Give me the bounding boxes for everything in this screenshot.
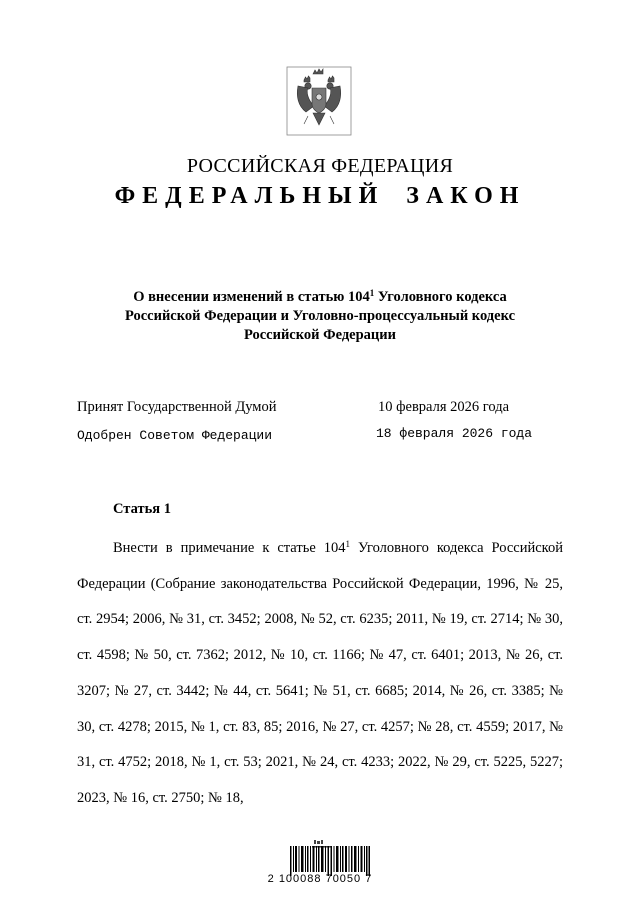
adopted-label: Принят Государственной Думой — [77, 399, 277, 415]
article-heading: Статья 1 — [113, 501, 171, 517]
coat-of-arms-icon — [286, 66, 352, 136]
barcode-number: 2 100088 70050 7 — [267, 873, 373, 885]
law-subject — [60, 288, 580, 345]
subject-line-1: О внесении изменений в статью $104^1$ Уголовного кодекса — [133, 288, 507, 305]
adopted-date: 10 февраля 2026 года — [378, 399, 510, 415]
law-title-word1: ФЕДЕРАЛЬНЫЙ — [114, 183, 385, 209]
subject-line-3: Российской Федерации — [243, 327, 396, 343]
approved-date: 18 февраля 2026 года — [376, 426, 533, 441]
document-type-title — [0, 183, 640, 210]
subject-line-2: Российской Федерации и Уголовно-процессуальный кодекс — [124, 308, 516, 324]
article-body: Внести в примечание к статье $104^1$ Уголовного кодекса Российской Федерации (Собрание законодательства Российской Федерации, 1996, № 25, ст. 2954; 2006, № 31, ст. 3452; 2008, № 52, ст. 6235; 2011, № 19, ст. 2714; № 30, ст. 4598; № 50, ст. 7362; 2012, № 10, ст. 1166; № 47, ст. 6401; 2013, № 26, ст. 3207; № 27, ст. 3442; № 44, ст. 5641; № 51, ст. 6685; 2014, № 26, ст. 3385; № 30, ст. 4278; 2015, № 1, ст. 83, 85; 2016, № 27, ст. 4257; № 28, ст. 4559; 2017, № 31, ст. 4752; 2018, № 1, ст. 53; 2021, № 24, ст. 4233; 2022, № 29, ст. 5225, 5227; 2023, № 16, ст. 2750; № 18, — [77, 539, 563, 806]
approved-label: Одобрен Советом Федерации — [77, 428, 273, 443]
barcode-icon — [290, 846, 370, 876]
law-title-word2: ЗАКОН — [406, 183, 526, 209]
country-name: РОССИЙСКАЯ ФЕДЕРАЦИЯ — [186, 155, 454, 177]
